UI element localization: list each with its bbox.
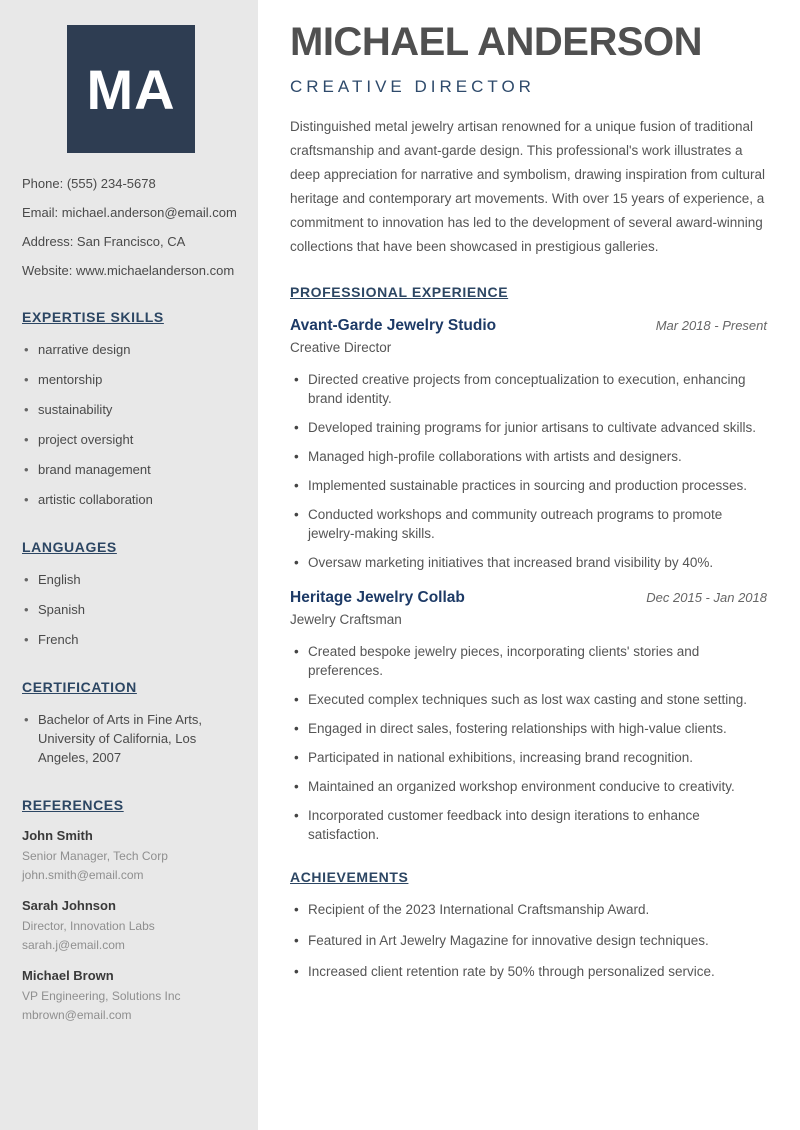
job-bullet: • Implemented sustainable practices in sourcing and production processes. xyxy=(290,476,767,495)
achievement-item: • Recipient of the 2023 International Craftsmanship Award. xyxy=(290,900,767,919)
contact-phone: Phone: (555) 234-5678 xyxy=(22,176,156,191)
job-bullet-list xyxy=(290,642,767,844)
skill-item: • brand management xyxy=(22,460,240,479)
section-title-expertise-skills: EXPERTISE SKILLS xyxy=(22,309,164,325)
reference-role: Senior Manager, Tech Corp xyxy=(22,849,168,863)
page-title: MICHAEL ANDERSON xyxy=(290,20,703,64)
skill-item: • sustainability xyxy=(22,400,240,419)
section-title-certification: CERTIFICATION xyxy=(22,679,137,695)
achievement-item: • Increased client retention rate by 50% through personalized service. xyxy=(290,962,767,981)
language-item: • French xyxy=(22,630,240,649)
skills-list xyxy=(22,340,240,509)
summary-paragraph: Distinguished metal jewelry artisan renowned for a unique fusion of traditional craftsmanship and avant-garde design. This professional's work illustrates a deep appreciation for narrative and symbolism, drawing inspiration from cultural heritage and contemporary art movements. With over 15 years of experience, a commitment to innovation has led to the development of several award-winning collections that have been showcased in prestigious galleries. xyxy=(290,119,765,254)
skill-item: • artistic collaboration xyxy=(22,490,240,509)
job-bullet: • Developed training programs for junior artisans to cultivate advanced skills. xyxy=(290,418,767,437)
skill-item: • narrative design xyxy=(22,340,240,359)
reference-entry xyxy=(22,828,240,883)
reference-email: john.smith@email.com xyxy=(22,868,144,882)
reference-email: sarah.j@email.com xyxy=(22,938,125,952)
section-title-references: REFERENCES xyxy=(22,797,124,813)
job-entry xyxy=(290,589,767,844)
reference-entry xyxy=(22,898,240,953)
job-title-subtitle: CREATIVE DIRECTOR xyxy=(290,77,535,96)
language-item: • Spanish xyxy=(22,600,240,619)
job-bullet-list xyxy=(290,370,767,572)
skill-item: • project oversight xyxy=(22,430,240,449)
job-bullet: • Directed creative projects from conceptualization to execution, enhancing brand identity. xyxy=(290,370,767,408)
job-dates: Dec 2015 - Jan 2018 xyxy=(646,590,767,605)
reference-email: mbrown@email.com xyxy=(22,1008,132,1022)
job-bullet: • Executed complex techniques such as lost wax casting and stone setting. xyxy=(290,690,767,709)
skill-item: • mentorship xyxy=(22,370,240,389)
languages-list xyxy=(22,570,240,649)
job-bullet: • Oversaw marketing initiatives that increased brand visibility by 40%. xyxy=(290,553,767,572)
sidebar xyxy=(0,0,258,1130)
company-name: Heritage Jewelry Collab xyxy=(290,589,465,606)
reference-role: VP Engineering, Solutions Inc xyxy=(22,989,181,1003)
reference-role: Director, Innovation Labs xyxy=(22,919,155,933)
contact-website: Website: www.michaelanderson.com xyxy=(22,263,235,278)
job-role: Creative Director xyxy=(290,340,392,355)
contact-address: Address: San Francisco, CA xyxy=(22,234,186,249)
avatar xyxy=(67,25,195,153)
certification-item: • Bachelor of Arts in Fine Arts, University of California, Los Angeles, 2007 xyxy=(22,710,240,767)
job-bullet: • Created bespoke jewelry pieces, incorporating clients' stories and preferences. xyxy=(290,642,767,680)
certification-list xyxy=(22,710,240,767)
achievements-list xyxy=(290,900,767,981)
section-title-professional-experience: PROFESSIONAL EXPERIENCE xyxy=(290,284,509,300)
contact-info xyxy=(22,176,240,279)
job-header xyxy=(290,589,767,607)
reference-name: Sarah Johnson xyxy=(22,898,116,913)
avatar-initials: MA xyxy=(86,57,176,121)
job-bullet: • Managed high-profile collaborations with artists and designers. xyxy=(290,447,767,466)
job-dates: Mar 2018 - Present xyxy=(655,318,767,333)
job-bullet: • Maintained an organized workshop environment conducive to creativity. xyxy=(290,777,767,796)
job-entry xyxy=(290,317,767,572)
main-content xyxy=(258,0,800,1130)
reference-name: John Smith xyxy=(22,828,93,843)
company-name: Avant-Garde Jewelry Studio xyxy=(290,317,497,334)
section-title-languages: LANGUAGES xyxy=(22,539,117,555)
language-item: • English xyxy=(22,570,240,589)
job-role: Jewelry Craftsman xyxy=(290,612,402,627)
job-bullet: • Engaged in direct sales, fostering relationships with high-value clients. xyxy=(290,719,767,738)
section-title-achievements: ACHIEVEMENTS xyxy=(290,869,409,885)
reference-entry xyxy=(22,968,240,1023)
contact-email: Email: michael.anderson@email.com xyxy=(22,205,237,220)
job-bullet: • Participated in national exhibitions, increasing brand recognition. xyxy=(290,748,767,767)
job-header xyxy=(290,317,767,335)
job-bullet: • Conducted workshops and community outreach programs to promote jewelry-making skills. xyxy=(290,505,767,543)
reference-name: Michael Brown xyxy=(22,968,114,983)
achievement-item: • Featured in Art Jewelry Magazine for innovative design techniques. xyxy=(290,931,767,950)
job-bullet: • Incorporated customer feedback into design iterations to enhance satisfaction. xyxy=(290,806,767,844)
